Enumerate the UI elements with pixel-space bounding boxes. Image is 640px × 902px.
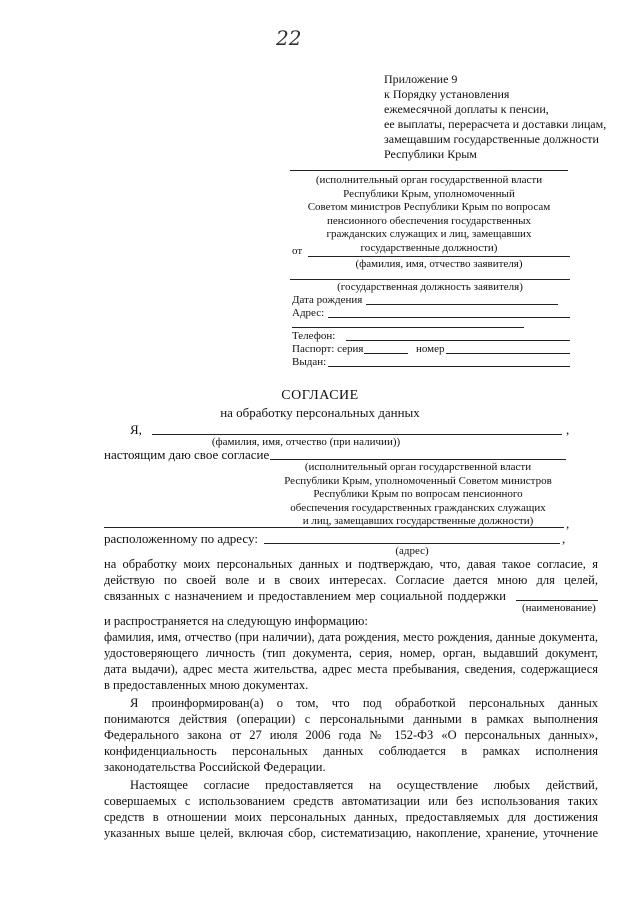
caption-line: (исполнительный орган государственной власти [304, 461, 532, 473]
address-field-2[interactable] [292, 327, 524, 328]
paragraph-2-line: в предоставленных мною документах. [104, 678, 309, 692]
paragraph-2-line: дата выдачи), адрес места жительства, адрес места пребывания, сведения, содержащиеся [104, 662, 598, 676]
paragraph-4-line: Настоящее согласие предоставляется на осуществление любых действий, [130, 778, 598, 792]
document-title: СОГЛАСИЕ [281, 388, 359, 403]
located-address-field[interactable] [264, 543, 560, 544]
birth-date-field[interactable] [366, 304, 558, 305]
caption-line: пенсионного обеспечения государственных [326, 214, 532, 227]
organ-caption [270, 461, 566, 529]
phone-field[interactable] [346, 340, 570, 341]
caption-line: и лиц, замещавших государственные должности) [302, 515, 534, 528]
paragraph-4-line: средств в отношении моих персональных данных, предоставляемых для достижения [104, 810, 598, 824]
caption-line: Республики Крым, уполномоченный [343, 187, 515, 200]
caption-line: государственные должности) [360, 241, 498, 254]
fio-caption: (фамилия, имя, отчество заявителя) [355, 258, 523, 270]
phone-label: Телефон: [292, 330, 336, 342]
appendix-line: ее выплаты, перерасчета и доставки лицам, [384, 117, 607, 131]
paragraph-2-line: удостоверяющего личность (тип документа, серия, номер, орган, выдавший документ, [104, 646, 598, 660]
address-field[interactable] [328, 317, 570, 318]
addressee-field[interactable] [290, 170, 568, 171]
address-label: Адрес: [292, 307, 325, 319]
position-caption: (государственная должность заявителя) [337, 281, 523, 293]
addressee-caption [290, 174, 568, 255]
paragraph-4-line: совершаемых с использованием средств автоматизации или без использования таких [104, 794, 598, 808]
appendix-line: ежемесячной доплаты к пенсии, [384, 102, 549, 116]
appendix-line: замещавшим государственные должности [384, 132, 599, 146]
fio-full-caption: (фамилия, имя, отчество (при наличии)) [211, 436, 401, 448]
i-label: Я, [130, 422, 142, 437]
appendix-line: Приложение 9 [384, 72, 458, 86]
issued-label: Выдан: [292, 356, 327, 368]
organ-field-2[interactable] [104, 527, 564, 528]
paragraph-1-line: на обработку моих персональных данных и подтверждаю, что, давая такое согласие, я [104, 557, 598, 571]
caption-line: Республики Крым по вопросам пенсионного [313, 488, 523, 501]
passport-number-label: номер [416, 343, 445, 355]
birth-date-label: Дата рождения [292, 294, 363, 306]
paragraph-1-line: действую по своей воле и в своих интересах. Согласие дается мною для целей, [104, 573, 598, 587]
appendix-line: к Порядку установления [384, 87, 510, 101]
paragraph-3-line: Я проинформирован(а) о том, что под обработкой персональных данных [130, 696, 598, 710]
caption-line: гражданских служащих и лиц, замещавших [326, 228, 532, 240]
purpose-field[interactable] [516, 600, 598, 601]
paragraph-3-line: конфиденциальность персональных данных соблюдается в рамках исполнения [104, 744, 598, 758]
applicant-name-field[interactable] [308, 256, 570, 257]
issued-field[interactable] [328, 366, 570, 367]
position-field[interactable] [290, 279, 570, 280]
paragraph-3-line: законодательства Российской Федерации. [104, 760, 326, 774]
caption-line: обеспечения государственных гражданских служащих [290, 501, 546, 514]
located-label: расположенному по адресу: [104, 531, 258, 546]
paragraph-3-line: Федерального закона от 27 июля 2006 года № 152-ФЗ «О персональных данных», [104, 728, 598, 742]
fio-full-field[interactable] [152, 434, 562, 435]
addr-caption: (адрес) [395, 545, 429, 557]
paragraph-1-line: связанных с назначением и предоставлением мер социальной поддержки [104, 589, 506, 603]
comma: , [566, 516, 570, 531]
naim-caption: (наименование) [522, 602, 596, 614]
paragraph-2-line: фамилия, имя, отчество (при наличии), дата рождения, место рождения, данные документа, [104, 630, 598, 644]
appendix-note [384, 72, 606, 162]
comma: , [566, 422, 570, 437]
paragraph-4-line: указанных выше целей, включая сбор, систематизацию, накопление, хранение, уточнение [104, 826, 598, 840]
passport-number-field[interactable] [446, 353, 570, 354]
page-number: 22 [276, 26, 302, 50]
appendix-line: Республики Крым [384, 147, 477, 161]
paragraph-2-line: и распространяется на следующую информацию: [104, 614, 368, 628]
caption-line: Советом министров Республики Крым по вопросам [307, 201, 551, 213]
organ-field[interactable] [270, 459, 566, 460]
paragraph-3-line: понимаются действия (операции) с персональными данными в рамках выполнения [104, 712, 598, 726]
from-label: от [292, 245, 303, 257]
caption-line: (исполнительный орган государственной власти [315, 174, 543, 186]
passport-series-label: Паспорт: серия [292, 343, 364, 355]
document-subtitle: на обработку персональных данных [220, 405, 420, 420]
caption-line: Республики Крым, уполномоченный Советом министров [284, 474, 552, 487]
comma: , [562, 531, 566, 546]
passport-series-field[interactable] [364, 353, 408, 354]
consent-label: настоящим даю свое согласие [104, 447, 270, 462]
